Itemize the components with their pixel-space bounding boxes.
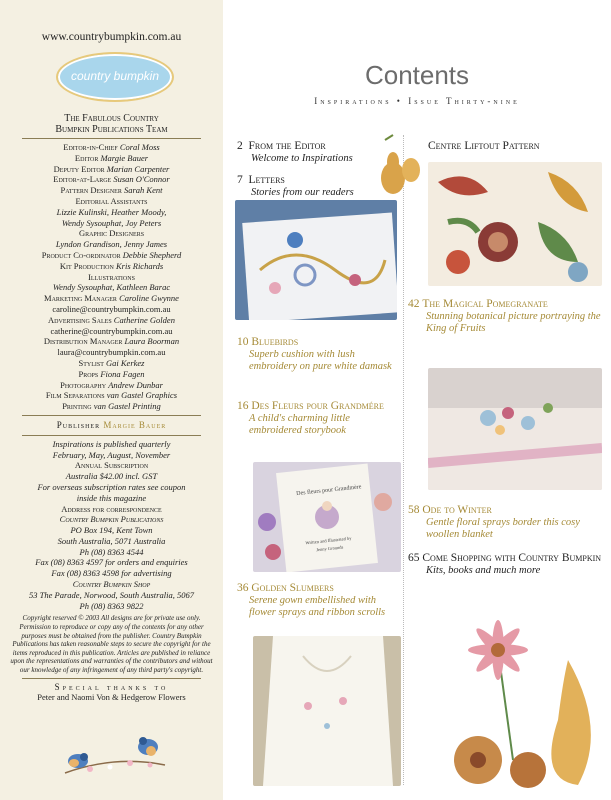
toc-entry-bluebirds[interactable]: 10 Bluebirds Superb cushion with lush embroidery on pure white damask	[237, 336, 392, 372]
credit-editor: Editor Margie Bauer	[74, 152, 149, 163]
credit-printing: Printing van Gastel Printing	[62, 401, 161, 412]
divider	[22, 678, 201, 679]
credit-publisher: Publisher Margie Bauer	[56, 419, 167, 430]
storybook-photo	[253, 462, 401, 572]
address-line-1: PO Box 194, Kent Town	[70, 525, 153, 536]
book-cover-author: Jenny Grounds	[316, 544, 344, 553]
credit-marketing: Marketing Manager Caroline Gwynne	[44, 293, 179, 304]
team-heading-line-2: Bumpkin Publications Team	[55, 124, 168, 135]
address-line-2: South Australia, 5071 Australia	[57, 535, 166, 546]
marketing-email[interactable]: caroline@countrybumpkin.com.au	[52, 303, 171, 314]
toc-entry-the-magical-pomegranate[interactable]: 42 The Magical Pomegranate Stunning botanical picture portraying the King of Fruits	[408, 298, 601, 334]
gown-photo	[253, 636, 401, 786]
graphic-designers-names: Lyndon Grandison, Jenny James	[55, 239, 168, 250]
team-heading-line-1: The Fabulous Country	[64, 113, 159, 124]
graphic-designers-label: Graphic Designers	[78, 228, 145, 239]
credit-product-coordinator: Product Co-ordinator Debbie Shepherd	[41, 249, 182, 260]
credit-photography: Photography Andrew Dunbar	[60, 379, 163, 390]
credit-film-separations: Film Separations van Gastel Graphics	[45, 390, 178, 401]
credit-pattern-designer: Pattern Designer Sarah Kent	[60, 185, 163, 196]
shop-address: 53 The Parade, Norwood, South Australia, 5067	[29, 589, 194, 600]
book-cover-credit: Written and Illustrated by	[305, 535, 352, 546]
pear-illustration	[373, 130, 423, 200]
bluebirds-cushion-photo	[235, 200, 397, 320]
credit-props: Props Fiona Fagen	[78, 368, 145, 379]
editorial-assistants-names-1: Lizzie Kulinski, Heather Moody,	[56, 206, 167, 217]
subscription-note-1: For overseas subscription rates see coupon	[37, 481, 186, 492]
centre-liftout-pattern-photo	[428, 162, 602, 286]
country-bumpkin-logo: country bumpkin	[56, 52, 174, 102]
publication-schedule-1: Inspirations is published quarterly	[52, 438, 171, 449]
subscription-note-2: inside this magazine	[76, 492, 147, 503]
divider	[22, 415, 201, 416]
editorial-assistants-names-2: Wendy Sysouphat, Joy Peters	[61, 217, 162, 228]
toc-entry-des-fleurs-pour-grandmere[interactable]: 16 Des Fleurs pour Grandmére A child's charming little embroidered storybook	[237, 400, 384, 436]
website-url[interactable]: www.countrybumpkin.com.au	[41, 31, 182, 43]
illustrations-label: Illustrations	[88, 271, 135, 282]
toc-entry-come-shopping[interactable]: 65 Come Shopping with Country Bumpkin Kits, books and much more	[408, 552, 602, 576]
divider	[22, 138, 201, 139]
divider	[22, 435, 201, 436]
shop-phone: Ph (08) 8363 9822	[79, 600, 144, 611]
toc-entry-golden-slumbers[interactable]: 36 Golden Slumbers Serene gown embellished with flower sprays and ribbon scrolls	[237, 582, 386, 618]
column-divider	[403, 135, 404, 785]
credit-deputy-editor: Deputy Editor Marian Carpenter	[53, 163, 170, 174]
toc-entry-letters[interactable]: 7 Letters Stories from our readers	[237, 174, 354, 198]
page-subtitle: Inspirations • Issue Thirty-nine	[314, 96, 520, 106]
credit-editor-in-chief: Editor-in-Chief Coral Moss	[63, 142, 160, 152]
credit-kit-production: Kit Production Kris Richards	[59, 260, 164, 271]
book-cover-title: Des fleurs pour Grandmère	[296, 484, 362, 498]
phone-number: Ph (08) 8363 4544	[79, 546, 144, 557]
masthead-sidebar	[0, 0, 223, 800]
credit-advertising: Advertising Sales Catherine Golden	[48, 314, 175, 325]
subscription-price: Australia $42.00 incl. GST	[65, 471, 158, 482]
credit-editor-at-large: Editor-at-Large Susan O'Connor	[53, 174, 170, 185]
special-thanks-label: Special thanks to	[54, 681, 169, 692]
subscription-label: Annual Subscription	[74, 460, 149, 471]
illustrations-names: Wendy Sysouphat, Kathleen Barac	[52, 282, 171, 293]
toc-entry-centre-liftout-pattern[interactable]: Centre Liftout Pattern	[428, 140, 540, 152]
special-thanks-text: Peter and Naomi Von & Hedgerow Flowers	[37, 692, 186, 703]
distribution-email[interactable]: laura@countrybumpkin.com.au	[57, 347, 166, 358]
team-credits	[8, 113, 215, 703]
shop-label: Country Bumpkin Shop	[72, 579, 151, 590]
credit-distribution: Distribution Manager Laura Boorman	[43, 336, 180, 347]
toc-entry-ode-to-winter[interactable]: 58 Ode to Winter Gentle floral sprays border this cosy woollen blanket	[408, 504, 580, 540]
copyright-notice: Copyright reserved © 2003 All designs are for private use only. Permission to reproduce or copy any of the contents for any other purposes must be obtained from the publisher. Country Bumpkin Publications has taken reasonable steps to secure the copyright for the items reproduced in this publication. Articles are published in reliance upon the representations and warranties of the contributors and without our knowledge of any infringement of any third party's copyright.	[10, 614, 213, 675]
page-title: Contents	[364, 60, 470, 90]
contents-main	[223, 0, 611, 800]
address-label: Address for correspondence	[61, 503, 162, 514]
fax-advertising: Fax (08) 8363 4598 for advertising	[51, 568, 172, 579]
fax-orders: Fax (08) 8363 4597 for orders and enquiries	[35, 557, 188, 568]
editorial-assistants-label: Editorial Assistants	[75, 195, 148, 206]
blanket-photo	[428, 368, 602, 490]
address-company: Country Bumpkin Publications	[59, 514, 164, 525]
bluebirds-illustration	[60, 725, 170, 785]
pomegranate-botanical-illustration	[418, 610, 608, 795]
toc-entry-from-the-editor[interactable]: 2 From the Editor Welcome to Inspirations	[237, 140, 353, 164]
credit-stylist: Stylist Gai Kerkez	[78, 357, 145, 368]
publication-schedule-2: February, May, August, November	[52, 449, 171, 460]
advertising-email[interactable]: catherine@countrybumpkin.com.au	[50, 325, 173, 336]
